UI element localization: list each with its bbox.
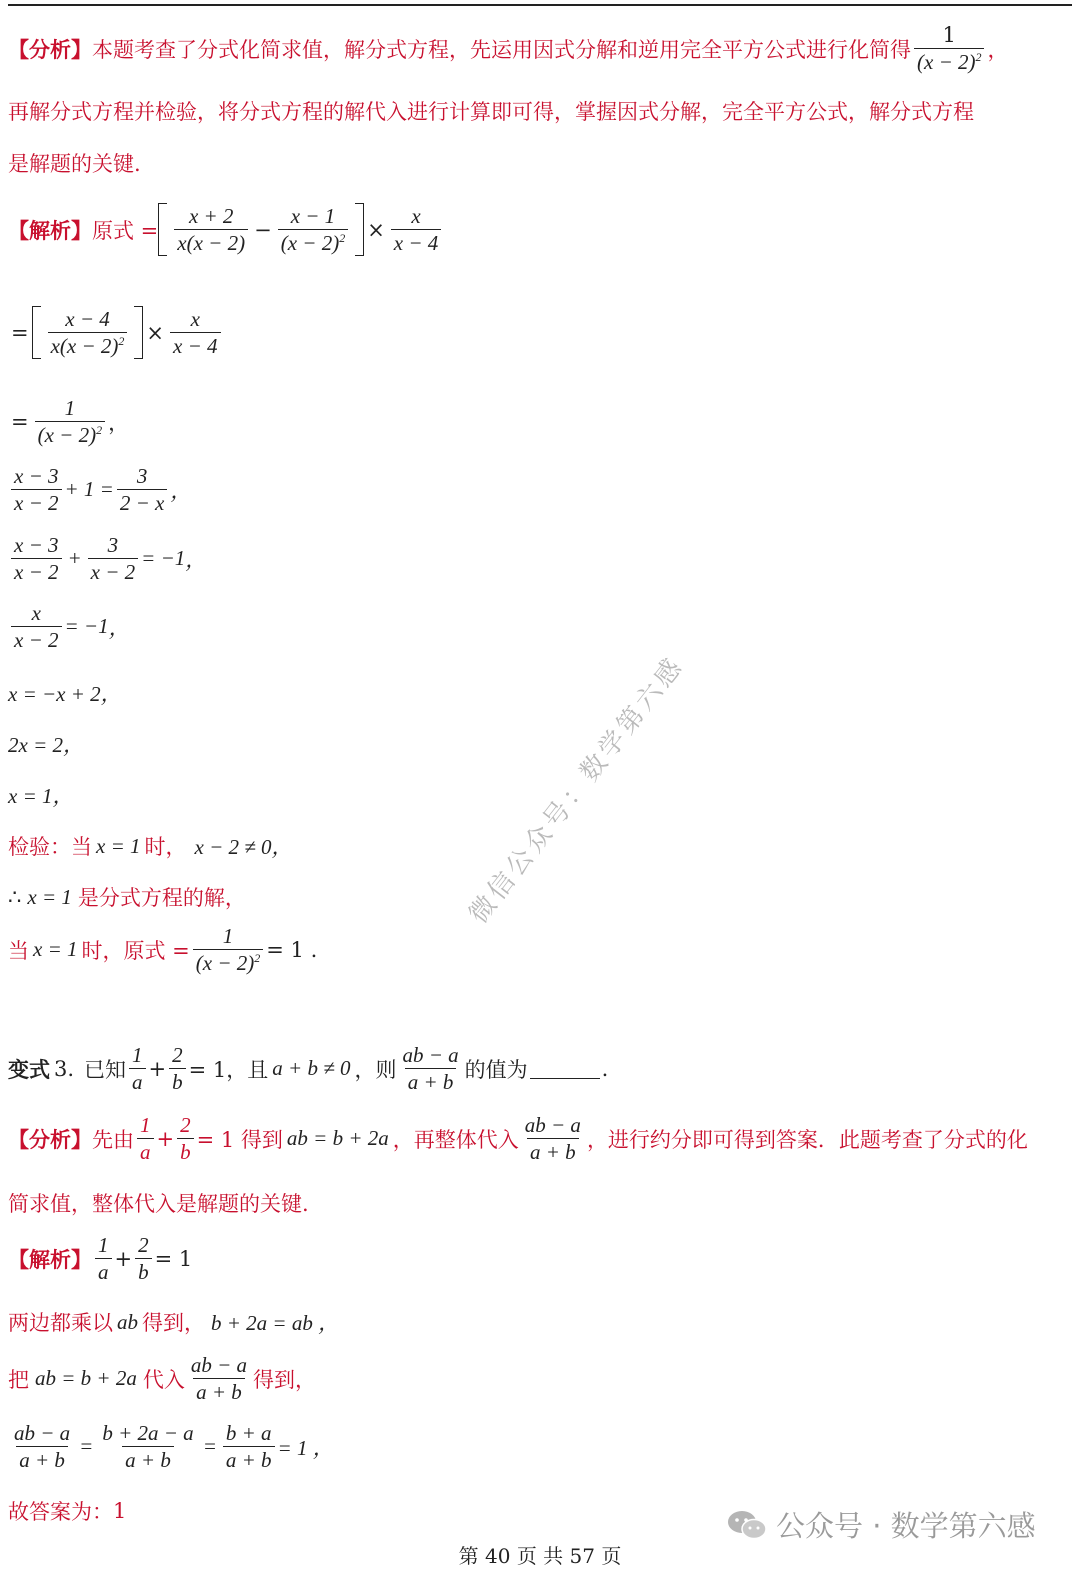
solution-1-step-3: = $\frac{1}{(x - 2)^2}$ ， (11, 396, 130, 448)
variant-label: 变式 (8, 1056, 50, 1082)
equation-2: $\frac{x - 3}{x - 2}$ + $\frac{3}{x - 2}$ = −1 ， (8, 534, 206, 583)
wechat-brand-text: 公众号 · 数学第六感 (776, 1509, 1036, 1543)
watermark: 微信公众号：数学第六感 (463, 650, 691, 930)
page-footer: 第 40 页 共 57 页 (458, 1544, 622, 1568)
top-rule (8, 4, 1072, 6)
analysis-2-line-2: 简求值，整体代入是解题的关键. (8, 1192, 309, 1216)
analysis-label: 【分析】 (8, 36, 92, 62)
equation-1: $\frac{x - 3}{x - 2}$ + 1 = $\frac{3}{2 - x}$ ， (8, 465, 191, 514)
solution-1-step-1: 【解析】 原式 = $\frac{x + 2}{x(x - 2)}$ − $\frac{x - 1}{(x - 2)^2}$ × $\frac{x}{x - 4}$ (8, 203, 444, 256)
fraction: $\frac{1}{(x - 2)^2}$ (914, 24, 984, 73)
check-line: 检验：当 x = 1 时， x − 2 ≠ 0， (8, 833, 293, 859)
wechat-brand (726, 1504, 1036, 1545)
answer-line: 故答案为： 1 (8, 1499, 127, 1524)
equation-4: x = −x + 2， (8, 682, 122, 706)
answer-blank (530, 1058, 600, 1079)
equation-5: 2x = 2， (8, 733, 84, 757)
wechat-icon (726, 1508, 768, 1542)
analysis-2-line-1: 【分析】 先由 $\frac{1}{a}$ + $\frac{2}{b}$ = 1 得到 ab = b + 2a ，再整体代入 $\frac{ab - a}{a + b}$ ，进行约分即可得到答案．此题考查了分式的化 (8, 1113, 1028, 1165)
final-value-line: 当 x = 1 时，原式 = $\frac{1}{(x - 2)^2}$ = 1 . (8, 924, 318, 976)
solution-1-step-2: = $\frac{x - 4}{x(x - 2)^2}$ × $\frac{x}{x - 4}$ (8, 306, 224, 359)
answer-value: 1 (113, 1499, 127, 1523)
solution-2-line-0: 【解析】 $\frac{1}{a}$ + $\frac{2}{b}$ = 1 (8, 1233, 193, 1285)
bracket-expression: $\frac{x + 2}{x(x - 2)}$ − $\frac{x - 1}{(x - 2)^2}$ (158, 203, 364, 256)
solution-2-line-2: 把 ab = b + 2a 代入 $\frac{ab - a}{a + b}$ 得到， (8, 1353, 317, 1405)
solution-2-chain: $\frac{ab - a}{a + b}$ = $\frac{b + 2a - a}{a + b}$ = $\frac{b + a}{a + b}$ = 1 ， (14, 1421, 334, 1473)
therefore-line: ∴ x = 1 是分式方程的解， (8, 884, 246, 910)
analysis-1-line-2: 再解分式方程并检验，将分式方程的解代入进行计算即可得，掌握因式分解，完全平方公式，解分式方程 (8, 100, 974, 124)
analysis-1-line-3: 是解题的关键. (8, 152, 141, 176)
solution-2-line-1: 两边都乘以 ab 得到， b + 2a = ab ， (8, 1309, 340, 1335)
analysis-1-line-1: 【分析】 本题考查了分式化简求值，解分式方程，先运用因式分解和逆用完全平方公式进行化简得 $\frac{1}{(x - 2)^2}$ ， (8, 23, 1009, 75)
equation-3: $\frac{x}{x - 2}$ = −1 ， (8, 602, 130, 651)
equation-6: x = 1， (8, 784, 74, 808)
variant-3-question: 变式 3. 已知 $\frac{1}{a}$ + $\frac{2}{b}$ = 1，且 a + b ≠ 0 ，则 $\frac{ab - a}{a + b}$ 的值为 . (8, 1043, 609, 1095)
analysis-text: 本题考查了分式化简求值，解分式方程，先运用因式分解和逆用完全平方公式进行化简得 (92, 37, 911, 62)
solution-label: 【解析】 (8, 217, 92, 243)
